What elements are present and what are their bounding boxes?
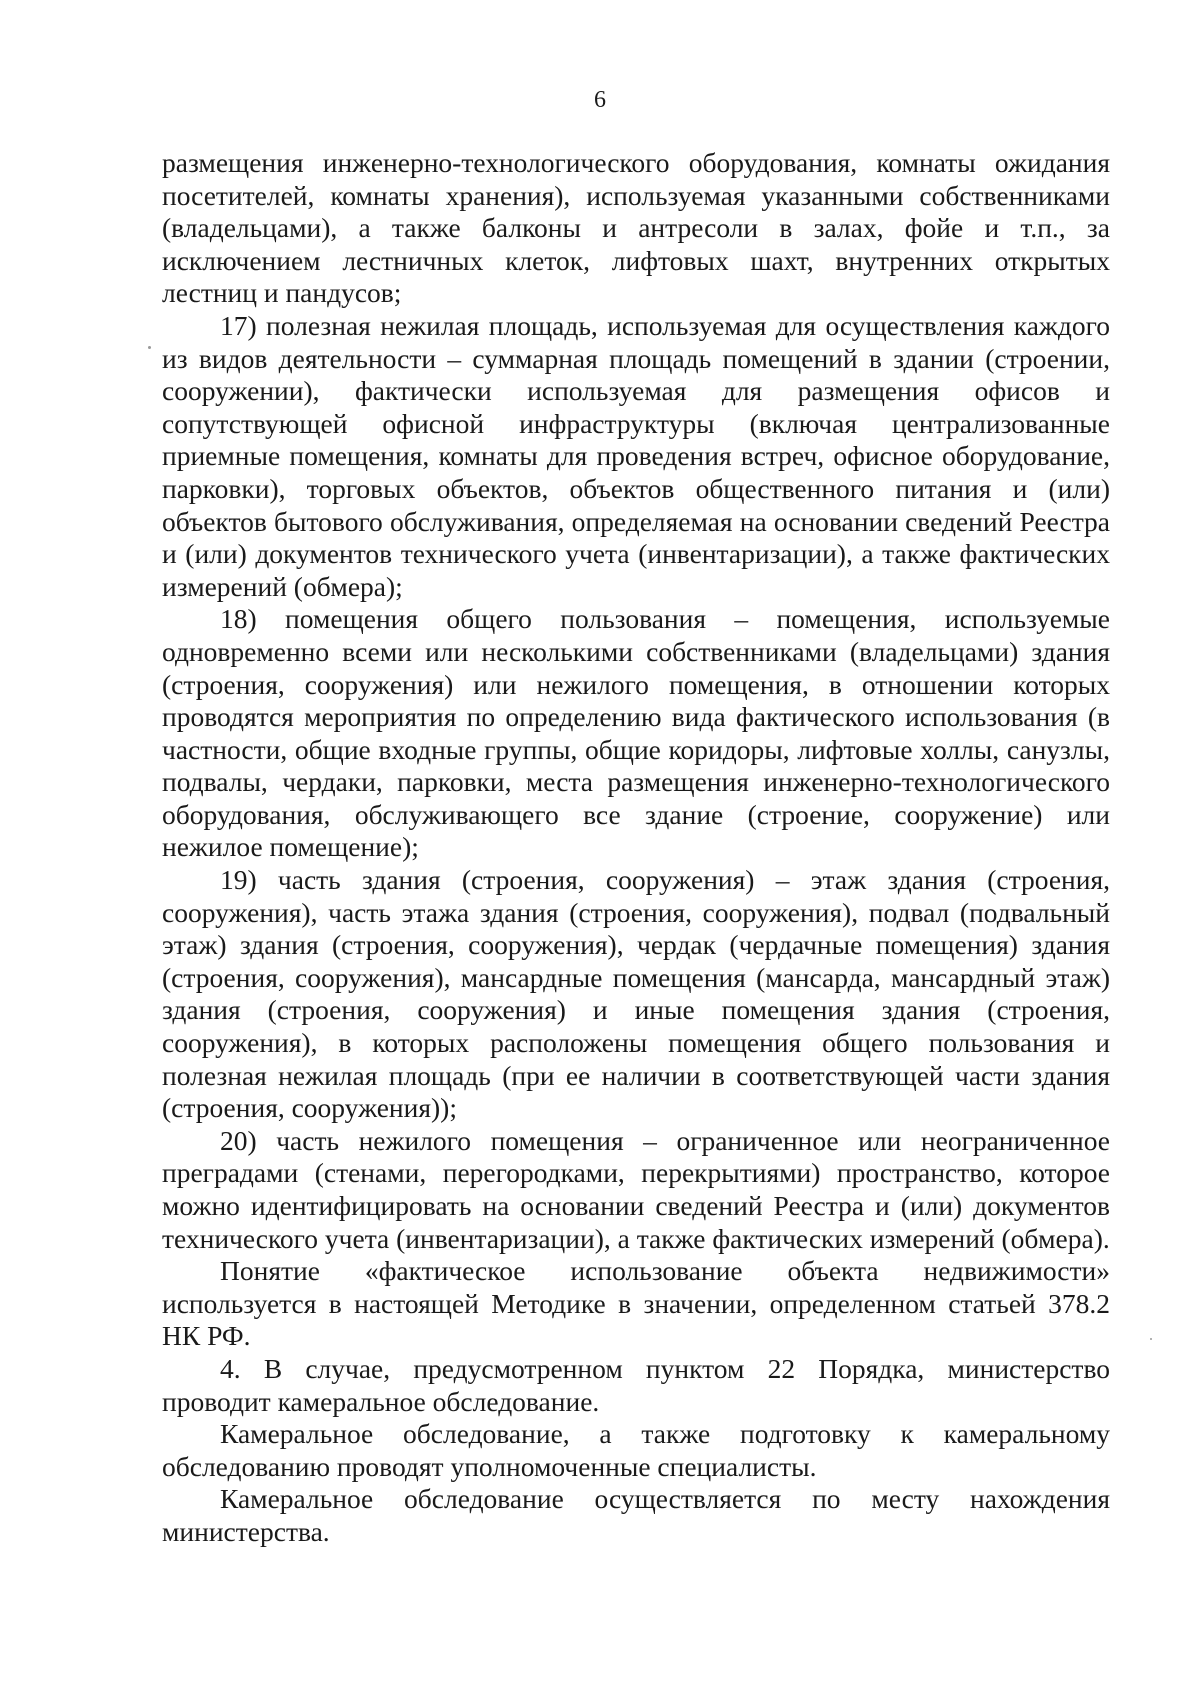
page-number: 6 [594,87,606,113]
paragraph-item-19: 19) часть здания (строения, сооружения) – этаж здания (строения, сооружения), часть этажа здания (строения, сооружения), подвал (подвальный этаж) здания (строения, сооружения), чердак (чердачные помещения) здания (строения, сооружения), мансардные помещения (мансарда, мансардный этаж) здания (строения, сооружения) и иные помещения здания (строения, сооружения), в которых расположены помещения общего пользования и полезная нежилая площадь (при ее наличии в соответствующей части здания (строения, сооружения)); [162,864,1110,1124]
paragraph-specialists: Камеральное обследование, а также подготовку к камеральному обследованию проводят уполномоченные специалисты. [162,1418,1110,1482]
paragraph-item-18: 18) помещения общего пользования – помещения, используемые одновременно всеми или несколькими собственниками (владельцами) здания (строения, сооружения) или нежилого помещения, в отношении которых проводятся мероприятия по определению вида фактического использования (в частности, общие входные группы, общие коридоры, лифтовые холлы, санузлы, подвалы, чердаки, парковки, места размещения инженерно-технологического оборудования, обслуживающего все здание (строение, сооружение) или нежилое помещение); [162,603,1110,863]
paragraph-item-17: 17) полезная нежилая площадь, используемая для осуществления каждого из видов деятельности – суммарная площадь помещений в здании (строении, сооружении), фактически используемая для размещения офисов и сопутствующей офисной инфраструктуры (включая централизованные приемные помещения, комнаты для проведения встреч, офисное оборудование, парковки), торговых объектов, объектов общественного питания и (или) объектов бытового обслуживания, определяемая на основании сведений Реестра и (или) документов технического учета (инвентаризации), а также фактических измерений (обмера); [162,309,1110,602]
scan-speck [1150,1338,1152,1340]
paragraph-section-4: 4. В случае, предусмотренном пунктом 22 Порядка, министерство проводит камеральное обследование. [162,1352,1110,1417]
paragraph-definition-note: Понятие «фактическое использование объекта недвижимости» используется в настоящей Методике в значении, определенном статьей 378.2 НК РФ. [162,1255,1110,1352]
document-body [162,147,1110,1549]
paragraph-item-20: 20) часть нежилого помещения – ограниченное или неограниченное преградами (стенами, перегородками, перекрытиями) пространство, которое можно идентифицировать на основании сведений Реестра и (или) документов технического учета (инвентаризации), а также фактических измерений (обмера). [162,1124,1110,1254]
paragraph-continuation: размещения инженерно-технологического оборудования, комнаты ожидания посетителей, комнаты хранения), используемая указанными собственниками (владельцами), а также балконы и антресоли в залах, фойе и т.п., за исключением лестничных клеток, лифтовых шахт, внутренних открытых лестниц и пандусов; [162,147,1110,309]
paragraph-location: Камеральное обследование осуществляется по месту нахождения министерства. [162,1483,1110,1547]
scan-speck [148,346,151,349]
